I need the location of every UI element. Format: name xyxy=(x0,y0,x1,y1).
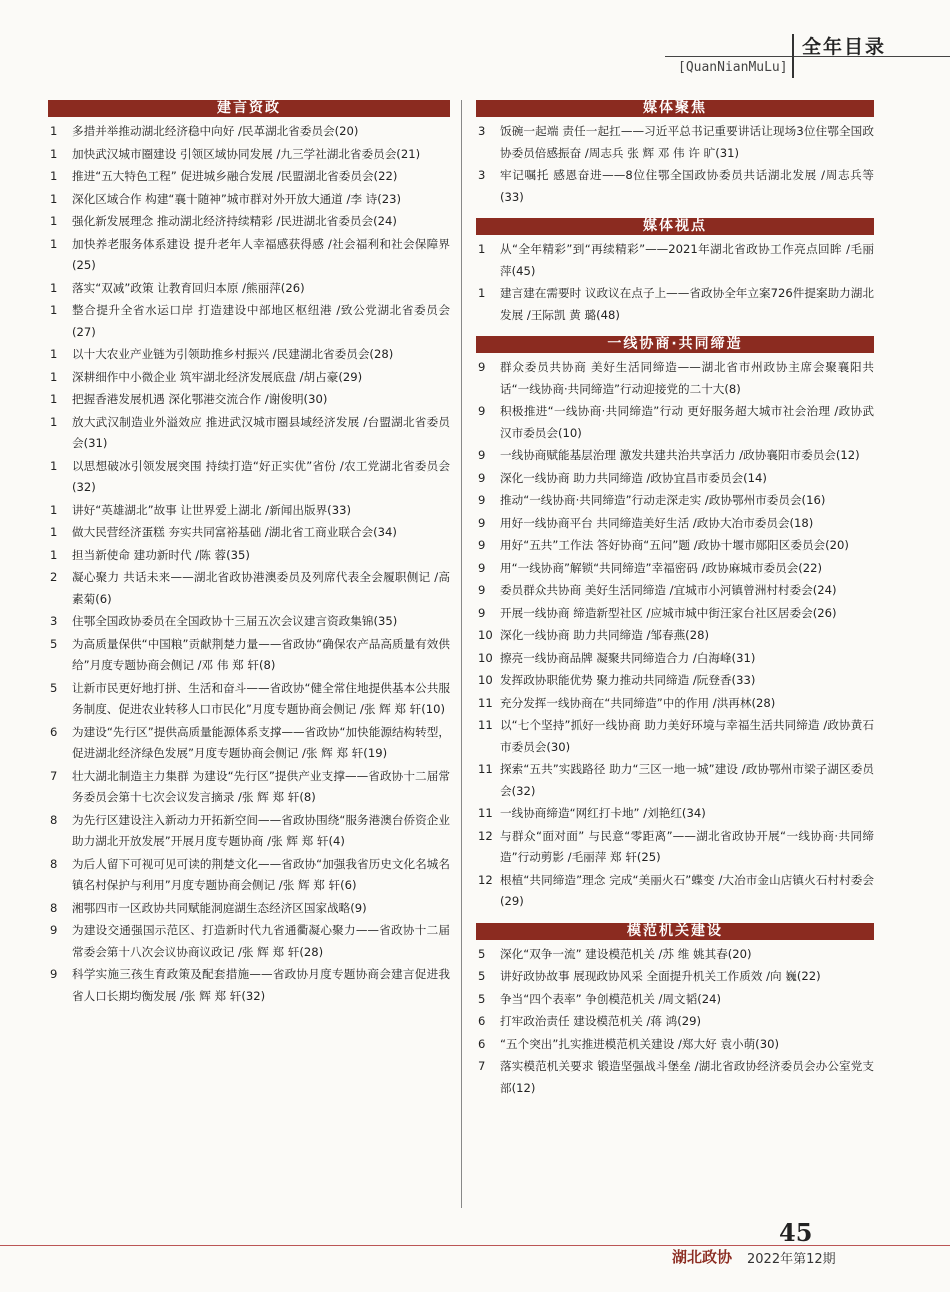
entry-title: 科学实施三孩生育政策及配套措施——省政协月度专题协商会建言促进我省人口长期均衡发展 /张 辉 郑 轩(32) xyxy=(72,967,450,1003)
entry-title: 把握香港发展机遇 深化鄂港交流合作 /谢俊明(30) xyxy=(72,392,328,406)
entry-title: 推进“五大特色工程” 促进城乡融合发展 /民盟湖北省委员会(22) xyxy=(72,169,398,183)
issue-number: 8 xyxy=(50,900,58,915)
issue-number: 1 xyxy=(50,458,58,473)
entry-title: 加快养老服务体系建设 提升老年人幸福感获得感 /社会福利和社会保障界(25) xyxy=(72,236,450,272)
toc-entry xyxy=(48,412,450,455)
toc-entry xyxy=(48,189,450,211)
section-header: 媒体视点 xyxy=(476,218,874,235)
toc-entry xyxy=(48,545,450,567)
left-column xyxy=(48,100,450,1008)
toc-entry xyxy=(48,500,450,522)
toc-entry xyxy=(476,670,874,692)
issue-number: 1 xyxy=(50,214,58,228)
toc-entry xyxy=(48,300,450,343)
toc-entry xyxy=(476,966,874,988)
toc-entry xyxy=(476,580,874,602)
issue-number: 1 xyxy=(50,414,58,429)
entry-title: 以思想破冰引领发展突围 持续打造“好正实优”省份 /农工党湖北省委员会(32) xyxy=(72,458,450,494)
issue-number: 10 xyxy=(478,628,493,642)
entry-title: 为先行区建设注入新动力开拓新空间——省政协围绕“服务港澳台侨资企业 助力湖北开放发展”开展月度专题协商 /张 辉 郑 轩(4) xyxy=(72,812,450,848)
toc-entry xyxy=(476,121,874,164)
entry-title: 为后人留下可视可见可读的荆楚文化——省政协“加强我省历史文化名城名镇名村保护与利用”月度专题协商会侧记 /张 辉 郑 轩(6) xyxy=(72,856,450,892)
entry-title: 以十大农业产业链为引领助推乡村振兴 /民建湖北省委员会(28) xyxy=(72,347,394,361)
entry-title: 做大民营经济蛋糕 夯实共同富裕基础 /湖北省工商业联合会(34) xyxy=(72,525,397,539)
issue-number: 9 xyxy=(478,583,486,597)
issue-number: 7 xyxy=(478,1059,486,1073)
toc-entry xyxy=(476,468,874,490)
entry-title: 饭碗一起端 责任一起扛——习近平总书记重要讲话让现场3位住鄂全国政协委员倍感振奋 /周志兵 张 辉 邓 伟 许 旷(31) xyxy=(500,124,874,160)
toc-entry xyxy=(476,803,874,825)
issue-number: 7 xyxy=(50,768,58,783)
toc-entry xyxy=(48,898,450,920)
entry-title: 开展一线协商 缔造新型社区 /应城市城中街汪家台社区居委会(26) xyxy=(500,605,837,620)
issue-number: 3 xyxy=(478,168,486,182)
page-number: 45 xyxy=(779,1218,813,1247)
entry-title: “五个突出”扎实推进模范机关建设 /郑大好 袁小萌(30) xyxy=(500,1036,779,1051)
toc-entry xyxy=(476,1011,874,1033)
issue-number: 10 xyxy=(478,673,493,687)
issue-number: 8 xyxy=(50,856,58,871)
entry-title: 落实模范机关要求 锻造坚强战斗堡垒 /湖北省政协经济委员会办公室党支部(12) xyxy=(500,1059,874,1095)
issue-number: 1 xyxy=(50,392,58,406)
issue-number: 6 xyxy=(478,1036,486,1051)
toc-entry xyxy=(48,634,450,677)
issue-number: 9 xyxy=(478,448,486,462)
entry-title: 讲好政协故事 展现政协风采 全面提升机关工作质效 /向 巍(22) xyxy=(500,969,821,983)
issue-number: 9 xyxy=(478,605,486,620)
toc-entry xyxy=(48,121,450,143)
issue-number: 9 xyxy=(478,404,486,418)
entry-title: 群众委员共协商 美好生活同缔造——湖北省市州政协主席会聚襄阳共话“一线协商·共同缔造”行动迎接党的二十大(8) xyxy=(500,360,874,396)
entry-title: 为建设交通强国示范区、打造新时代九省通衢凝心聚力——省政协十二届常委会第十八次会议协商议政记 /张 辉 郑 轩(28) xyxy=(72,923,450,959)
entry-title: 用好一线协商平台 共同缔造美好生活 /政协大冶市委员会(18) xyxy=(500,515,814,530)
entry-title: 探索“五共”实践路径 助力“三区一地一城”建设 /政协鄂州市梁子湖区委员会(32) xyxy=(500,762,874,798)
issue-label: 2022年第12期 xyxy=(747,1252,836,1267)
section-header: 一线协商·共同缔造 xyxy=(476,336,874,353)
entry-title: 加快武汉城市圈建设 引领区域协同发展 /九三学社湖北省委员会(21) xyxy=(72,146,421,161)
toc-entry xyxy=(476,989,874,1011)
issue-number: 11 xyxy=(478,806,493,820)
toc-entry xyxy=(476,535,874,557)
toc-entry xyxy=(476,558,874,580)
issue-number: 1 xyxy=(50,502,58,517)
entry-title: 多措并举推动湖北经济稳中向好 /民革湖北省委员会(20) xyxy=(72,124,359,138)
toc-entry xyxy=(476,759,874,802)
toc-entry xyxy=(48,278,450,300)
toc-entry xyxy=(48,678,450,721)
issue-number: 11 xyxy=(478,695,493,710)
entry-title: 充分发挥一线协商在“共同缔造”中的作用 /洪再林(28) xyxy=(500,695,776,710)
entry-title: 担当新使命 建功新时代 /陈 蓉(35) xyxy=(72,547,250,562)
issue-number: 9 xyxy=(478,493,486,507)
toc-entry xyxy=(48,344,450,366)
entry-title: 牢记嘱托 感恩奋进——8位住鄂全国政协委员共话湖北发展 /周志兵等(33) xyxy=(500,168,874,204)
issue-number: 1 xyxy=(50,236,58,251)
entry-title: 建言建在需要时 议政议在点子上——省政协全年立案726件提案助力湖北发展 /王际凯 黄 璐(48) xyxy=(500,286,874,322)
toc-entry xyxy=(476,357,874,400)
entry-title: 落实“双减”政策 让教育回归本原 /熊丽萍(26) xyxy=(72,280,305,295)
entry-title: 为高质量保供“中国粮”贡献荆楚力量——省政协“确保农产品高质量有效供给”月度专题协商会侧记 /邓 伟 郑 轩(8) xyxy=(72,636,450,672)
toc-entry xyxy=(476,693,874,715)
entry-title: 整合提升全省水运口岸 打造建设中部地区枢纽港 /致公党湖北省委员会(27) xyxy=(72,303,450,339)
entry-title: 用好“五共”工作法 答好协商“五问”题 /政协十堰市郧阳区委员会(20) xyxy=(500,538,849,552)
issue-number: 5 xyxy=(478,946,486,961)
magazine-name: 湖北政协 xyxy=(672,1248,733,1266)
entry-title: 以“七个坚持”抓好一线协商 助力美好环境与幸福生活共同缔造 /政协黄石市委员会(30) xyxy=(500,718,874,754)
toc-entry xyxy=(48,234,450,277)
entry-title: 发挥政协职能优势 聚力推动共同缔造 /阮登香(33) xyxy=(500,673,756,687)
issue-number: 12 xyxy=(478,828,493,843)
toc-entry xyxy=(48,810,450,853)
entry-title: 打牢政治责任 建设模范机关 /蒋 鸿(29) xyxy=(500,1014,702,1028)
toc-entry xyxy=(476,715,874,758)
toc-entry xyxy=(476,1056,874,1099)
column-divider xyxy=(461,100,462,1208)
toc-entry xyxy=(476,513,874,535)
entry-title: 根植“共同缔造”理念 完成“美丽火石”蝶变 /大冶市金山店镇火石村村委会(29) xyxy=(500,872,874,908)
issue-number: 9 xyxy=(50,967,58,981)
toc-entry xyxy=(48,367,450,389)
toc-entry xyxy=(48,456,450,499)
header-divider xyxy=(792,34,794,78)
issue-number: 1 xyxy=(50,280,58,295)
entry-title: 积极推进“一线协商·共同缔造”行动 更好服务超大城市社会治理 /政协武汉市委员会(10) xyxy=(500,404,874,440)
issue-number: 9 xyxy=(478,515,486,530)
toc-entry xyxy=(476,648,874,670)
page-title-pinyin: [QuanNianMuLu] xyxy=(678,60,788,75)
toc-entry xyxy=(476,490,874,512)
entry-title: 委员群众共协商 美好生活同缔造 /宜城市小河镇曾洲村村委会(24) xyxy=(500,583,837,597)
issue-number: 1 xyxy=(50,547,58,562)
toc-entry xyxy=(476,944,874,966)
entry-title: 强化新发展理念 推动湖北经济持续精彩 /民进湖北省委员会(24) xyxy=(72,214,397,228)
issue-number: 9 xyxy=(50,923,58,937)
issue-number: 1 xyxy=(50,347,58,361)
issue-number: 6 xyxy=(478,1014,486,1028)
toc-entry xyxy=(476,165,874,208)
issue-number: 1 xyxy=(478,286,486,300)
toc-entry xyxy=(476,625,874,647)
entry-title: 深化“双争一流” 建设模范机关 /苏 维 姚其春(20) xyxy=(500,946,752,961)
issue-number: 12 xyxy=(478,872,493,887)
issue-number: 8 xyxy=(50,812,58,827)
toc-entry xyxy=(476,603,874,625)
entry-title: 湘鄂四市一区政协共同赋能洞庭湖生态经济区国家战略(9) xyxy=(72,900,367,915)
toc-entry xyxy=(48,567,450,610)
entry-title: 壮大湖北制造主力集群 为建设“先行区”提供产业支撑——省政协十二届常务委员会第十七次会议发言摘录 /张 辉 郑 轩(8) xyxy=(72,768,450,804)
issue-number: 5 xyxy=(478,991,486,1006)
toc-entry xyxy=(48,166,450,188)
issue-number: 10 xyxy=(478,650,493,665)
entry-title: 从“全年精彩”到“再续精彩”——2021年湖北省政协工作亮点回眸 /毛丽萍(45) xyxy=(500,242,874,278)
page-title: 全年目录 xyxy=(802,36,887,58)
issue-number: 9 xyxy=(478,470,486,485)
issue-number: 6 xyxy=(50,724,58,739)
toc-entry xyxy=(48,766,450,809)
entry-title: 深化一线协商 助力共同缔造 /政协宜昌市委员会(14) xyxy=(500,470,767,485)
entry-title: 一线协商赋能基层治理 激发共建共治共享活力 /政协襄阳市委员会(12) xyxy=(500,448,860,462)
issue-number: 1 xyxy=(50,369,58,384)
issue-number: 1 xyxy=(50,169,58,183)
entry-title: 推动“一线协商·共同缔造”行动走深走实 /政协鄂州市委员会(16) xyxy=(500,493,826,507)
issue-number: 2 xyxy=(50,570,58,584)
entry-title: 深化一线协商 助力共同缔造 /邹春燕(28) xyxy=(500,628,709,642)
entry-title: 为建设“先行区”提供高质量能源体系支撑——省政协“加快能源结构转型，促进湖北经济绿色发展”月度专题协商会侧记 /张 辉 郑 轩(19) xyxy=(72,724,450,760)
right-column xyxy=(476,100,874,1100)
toc-entry xyxy=(48,389,450,411)
toc-entry xyxy=(48,722,450,765)
toc-entry xyxy=(48,611,450,633)
entry-title: 让新市民更好地打拼、生活和奋斗——省政协“健全常住地提供基本公共服务制度、促进农业转移人口市民化”月度专题协商会侧记 /张 辉 郑 轩(10) xyxy=(72,680,450,716)
issue-number: 11 xyxy=(478,762,493,776)
entry-title: 凝心聚力 共话未来——湖北省政协港澳委员及列席代表全会履职侧记 /高素菊(6) xyxy=(72,570,450,606)
toc-entry xyxy=(48,522,450,544)
entry-title: 争当“四个表率” 争创模范机关 /周文韬(24) xyxy=(500,991,721,1006)
issue-number: 5 xyxy=(50,680,58,695)
entry-title: 住鄂全国政协委员在全国政协十三届五次会议建言资政集锦(35) xyxy=(72,614,398,628)
entry-title: 深耕细作中小微企业 筑牢湖北经济发展底盘 /胡占豪(29) xyxy=(72,369,363,384)
issue-number: 1 xyxy=(478,242,486,256)
issue-number: 9 xyxy=(478,560,486,575)
issue-number: 1 xyxy=(50,124,58,138)
issue-number: 9 xyxy=(478,360,486,374)
issue-number: 1 xyxy=(50,525,58,539)
entry-title: 擦亮一线协商品牌 凝聚共同缔造合力 /白海峰(31) xyxy=(500,650,756,665)
entry-title: 用“一线协商”解锁“共同缔造”幸福密码 /政协麻城市委员会(22) xyxy=(500,560,823,575)
entry-title: 放大武汉制造业外溢效应 推进武汉城市圈县域经济发展 /台盟湖北省委员会(31) xyxy=(72,414,450,450)
footer-rule xyxy=(0,1245,950,1246)
issue-number: 3 xyxy=(478,124,486,138)
toc-entry xyxy=(476,1034,874,1056)
issue-number: 1 xyxy=(50,146,58,161)
issue-number: 5 xyxy=(478,969,486,983)
entry-title: 与群众“面对面” 与民意“零距离”——湖北省政协开展“一线协商·共同缔造”行动剪影 /毛丽萍 郑 轩(25) xyxy=(500,828,874,864)
issue-number: 1 xyxy=(50,191,58,206)
section-header: 媒体聚焦 xyxy=(476,100,874,117)
toc-entry xyxy=(48,920,450,963)
entry-title: 一线协商缔造“网红打卡地” /刘艳红(34) xyxy=(500,806,706,820)
toc-entry xyxy=(48,144,450,166)
issue-number: 1 xyxy=(50,303,58,317)
section-header: 建言资政 xyxy=(48,100,450,117)
issue-number: 3 xyxy=(50,614,58,628)
entry-title: 讲好“英雄湖北”故事 让世界爱上湖北 /新闻出版界(33) xyxy=(72,502,351,517)
toc-entry xyxy=(476,870,874,913)
toc-entry xyxy=(48,964,450,1007)
toc-entry xyxy=(48,211,450,233)
issue-number: 5 xyxy=(50,636,58,651)
toc-entry xyxy=(476,283,874,326)
issue-number: 9 xyxy=(478,538,486,552)
entry-title: 深化区域合作 构建“襄十随神”城市群对外开放大通道 /李 诗(23) xyxy=(72,191,402,206)
toc-entry xyxy=(476,401,874,444)
issue-number: 11 xyxy=(478,718,493,732)
section-header: 模范机关建设 xyxy=(476,923,874,940)
toc-entry xyxy=(476,445,874,467)
toc-entry xyxy=(48,854,450,897)
toc-entry xyxy=(476,239,874,282)
toc-entry xyxy=(476,826,874,869)
